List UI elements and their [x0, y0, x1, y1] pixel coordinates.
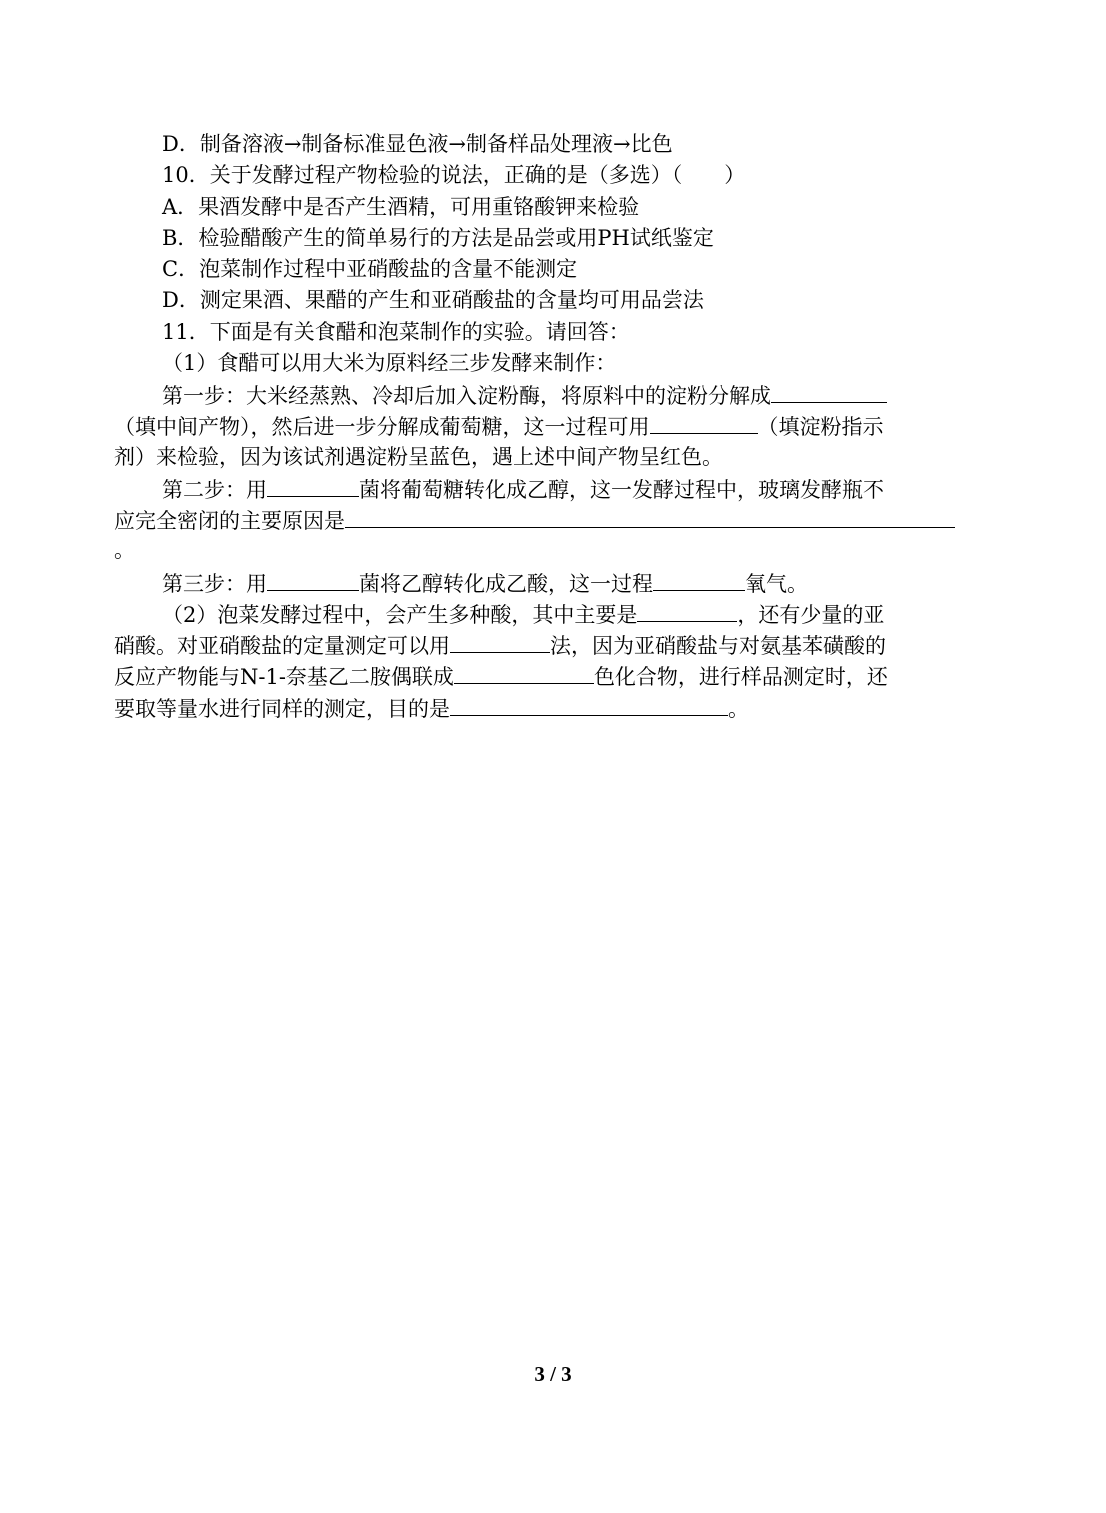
q11-step2-text-c: 应完全密闭的主要原因是	[114, 509, 345, 533]
q11-step1-line3: 剂）来检验，因为该试剂遇淀粉呈蓝色，遇上述中间产物呈红色。	[114, 445, 723, 469]
q11-step2-line2	[114, 504, 955, 537]
q11-part2-text-b: ，还有少量的亚	[737, 603, 885, 627]
q11-step3-text-b: 菌将乙醇转化成乙酸，这一过程	[359, 572, 653, 596]
q11-part2-line3	[114, 660, 888, 693]
q11-step3-text-c: 氧气。	[745, 572, 808, 596]
q11-part2-text-c: 硝酸。对亚硝酸盐的定量测定可以用	[114, 634, 450, 658]
q11-step1-text-a: 第一步：大米经蒸熟、冷却后加入淀粉酶，将原料中的淀粉分解成	[162, 384, 771, 408]
q11-step1-text-b: （填中间产物），然后进一步分解成葡萄糖，这一过程可用	[114, 415, 650, 439]
page-number: 3 / 3	[534, 1362, 572, 1386]
q11-part1-intro: （1）食醋可以用大米为原料经三步发酵来制作：	[162, 351, 617, 375]
q11-step3-text-a: 第三步：用	[162, 572, 267, 596]
q11-part2-text-f: 色化合物，进行样品测定时，还	[593, 665, 888, 689]
q11-step2-text-b: 菌将葡萄糖转化成乙醇，这一发酵过程中，玻璃发酵瓶不	[359, 478, 884, 502]
answer-blank-step3-oxygen[interactable]	[653, 567, 745, 591]
q11-step1-line1	[162, 379, 887, 412]
q11-stem: 11．下面是有关食醋和泡菜制作的实验。请回答：	[162, 320, 630, 344]
q10-stem: 10．关于发酵过程产物检验的说法，正确的是（多选）（ ）	[162, 163, 746, 187]
q11-step1-line2	[114, 410, 884, 443]
q10-option-a: A．果酒发酵中是否产生酒精，可用重铬酸钾来检验	[162, 195, 640, 219]
answer-blank-step2-microbe[interactable]	[267, 473, 359, 497]
q11-step1-text-c: （填淀粉指示	[757, 415, 884, 439]
q11-step2-text-a: 第二步：用	[162, 478, 267, 502]
q11-part2-line2	[114, 629, 886, 662]
q11-step3-line	[162, 567, 808, 600]
answer-blank-intermediate-product[interactable]	[771, 379, 887, 403]
q10-option-d: D．测定果酒、果醋的产生和亚硝酸盐的含量均可用品尝法	[162, 288, 704, 312]
answer-blank-step3-microbe[interactable]	[267, 567, 359, 591]
answer-blank-step2-reason[interactable]	[345, 504, 955, 528]
answer-blank-starch-indicator[interactable]	[650, 410, 758, 434]
q11-step2-line1	[162, 473, 884, 506]
q11-part2-line4	[114, 692, 749, 725]
q11-part2-text-a: （2）泡菜发酵过程中，会产生多种酸，其中主要是	[162, 603, 638, 627]
answer-blank-compound-color[interactable]	[454, 660, 594, 684]
answer-blank-main-acid[interactable]	[637, 598, 737, 622]
q11-part2-end: 。	[728, 697, 749, 721]
q11-part2-text-g: 要取等量水进行同样的测定，目的是	[114, 697, 450, 721]
answer-blank-measurement-method[interactable]	[450, 629, 550, 653]
answer-blank-control-purpose[interactable]	[450, 692, 728, 716]
q11-step2-line3: 。	[114, 538, 135, 562]
q11-part2-text-d: 法，因为亚硝酸盐与对氨基苯磺酸的	[550, 634, 886, 658]
q10-option-c: C．泡菜制作过程中亚硝酸盐的含量不能测定	[162, 257, 578, 281]
q11-part2-text-e: 反应产物能与N-1-奈基乙二胺偶联成	[114, 665, 454, 689]
q9-option-d: D．制备溶液→制备标准显色液→制备样品处理液→比色	[162, 132, 673, 156]
q10-option-b: B．检验醋酸产生的简单易行的方法是品尝或用PH试纸鉴定	[162, 226, 714, 250]
q11-part2-line1	[162, 598, 884, 631]
